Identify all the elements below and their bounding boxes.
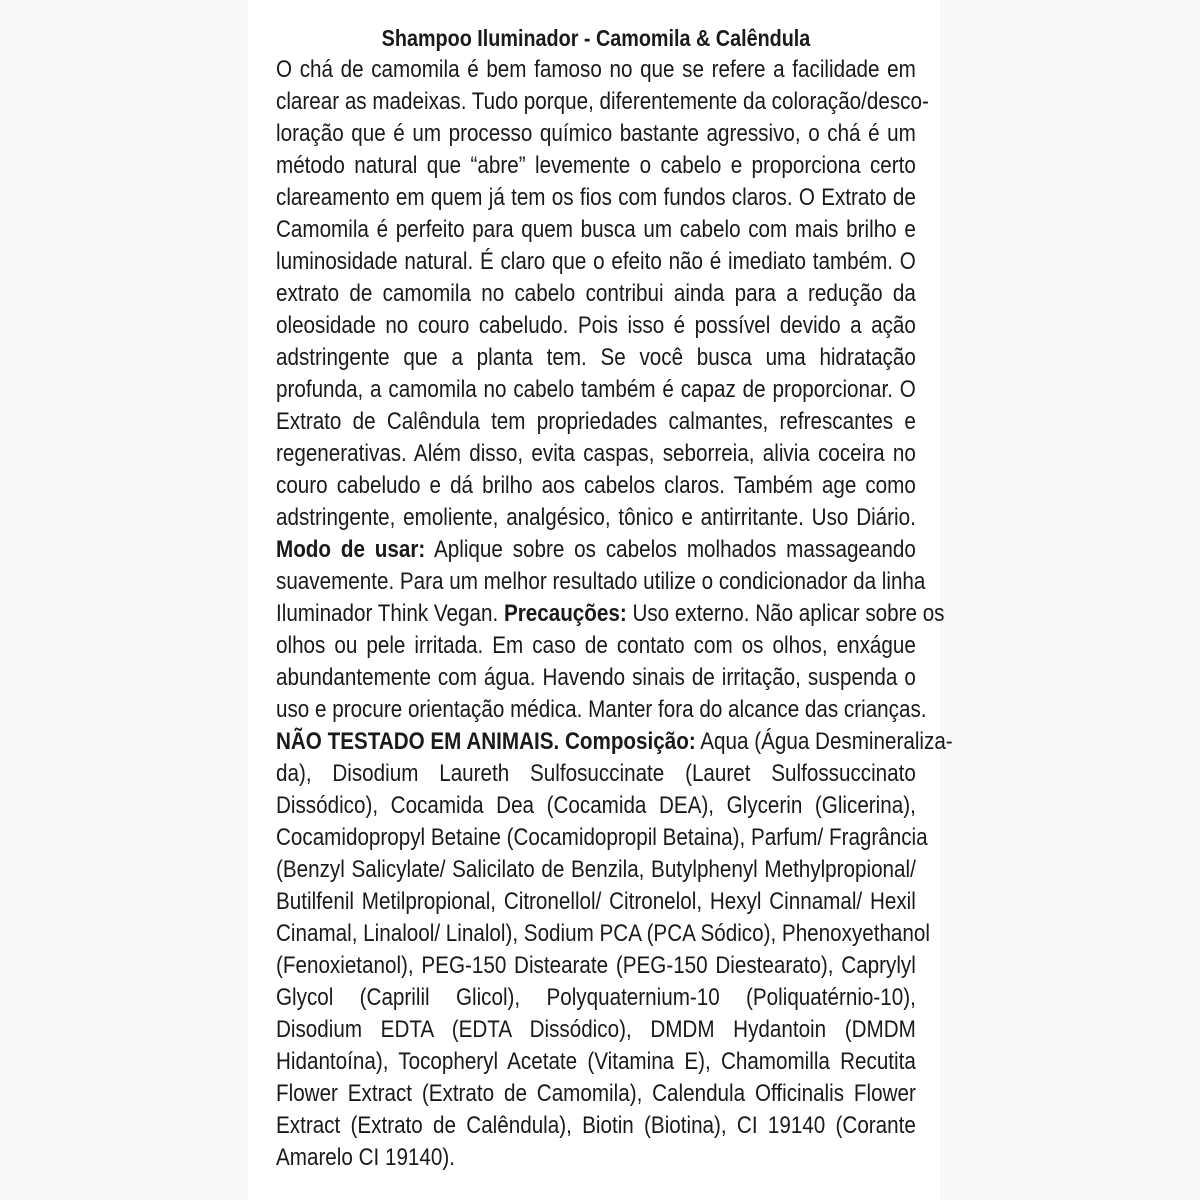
text-line-content: suavemente. Para um melhor resultado utilize o condicionador da linha xyxy=(276,568,926,595)
text-line-content xyxy=(276,598,945,630)
text-line-content: adstringente, emoliente, analgésico, tônico e antirritante. Uso Diário. xyxy=(276,504,916,531)
text-line xyxy=(276,278,916,310)
text-line-content: oleosidade no couro cabeludo. Pois isso é possível devido a ação xyxy=(276,312,916,339)
text-line xyxy=(276,694,927,726)
text-line-content xyxy=(276,726,953,758)
text-line xyxy=(276,470,916,502)
text-line xyxy=(276,1046,916,1078)
text-line xyxy=(276,566,926,598)
text-line xyxy=(276,54,916,86)
product-description xyxy=(276,54,953,1174)
text-line xyxy=(276,854,916,886)
text-line xyxy=(276,822,928,854)
text-line xyxy=(276,150,916,182)
text-line-content xyxy=(276,534,916,566)
text-line xyxy=(276,118,916,150)
text-line-content: da), Disodium Laureth Sulfosuccinate (Lauret Sulfossuccinato xyxy=(276,760,916,787)
text-line-content: (Fenoxietanol), PEG-150 Distearate (PEG-150 Diestearato), Caprylyl xyxy=(276,952,916,979)
text-line xyxy=(276,1110,916,1142)
text-segment: Aplique sobre os cabelos molhados massageando xyxy=(425,536,916,563)
text-line-content: Disodium EDTA (EDTA Dissódico), DMDM Hydantoin (DMDM xyxy=(276,1016,916,1043)
text-line-content: Dissódico), Cocamida Dea (Cocamida DEA), Glycerin (Glicerina), xyxy=(276,792,916,819)
section-heading: NÃO TESTADO EM ANIMAIS. Composição: xyxy=(276,728,696,755)
text-line xyxy=(276,1078,916,1110)
text-line xyxy=(276,374,916,406)
text-line-content: (Benzyl Salicylate/ Salicilato de Benzila, Butylphenyl Methylpropional/ xyxy=(276,856,916,883)
text-line xyxy=(276,86,929,118)
text-line-content: Amarelo CI 19140). xyxy=(276,1144,455,1171)
text-line-content: loração que é um processo químico bastante agressivo, o chá é um xyxy=(276,120,916,147)
text-line xyxy=(276,246,916,278)
text-line-content: Extrato de Calêndula tem propriedades calmantes, refrescantes e xyxy=(276,408,916,435)
text-line-content: abundantemente com água. Havendo sinais de irritação, suspenda o xyxy=(276,664,916,691)
text-line-content: clarear as madeixas. Tudo porque, diferentemente da coloração/desco- xyxy=(276,88,929,115)
text-line xyxy=(276,1142,916,1174)
text-line-content: luminosidade natural. É claro que o efeito não é imediato também. O xyxy=(276,248,916,275)
text-line-content: uso e procure orientação médica. Manter fora do alcance das crianças. xyxy=(276,696,927,723)
text-segment: Iluminador Think Vegan. xyxy=(276,600,504,627)
text-line-content: Flower Extract (Extrato de Camomila), Calendula Officinalis Flower xyxy=(276,1080,916,1107)
text-line-content: Butilfenil Metilpropional, Citronellol/ Citronelol, Hexyl Cinnamal/ Hexil xyxy=(276,888,916,915)
text-line-content: Hidantoína), Tocopheryl Acetate (Vitamina E), Chamomilla Recutita xyxy=(276,1048,916,1075)
text-line-content: Glycol (Caprilil Glicol), Polyquaternium-10 (Poliquatérnio-10), xyxy=(276,984,916,1011)
section-heading: Modo de usar: xyxy=(276,536,426,563)
text-line xyxy=(276,758,916,790)
section-heading: Precauções: xyxy=(503,600,627,627)
text-line-content: Cocamidopropyl Betaine (Cocamidopropil Betaina), Parfum/ Fragrância xyxy=(276,824,928,851)
text-line xyxy=(276,918,930,950)
text-line xyxy=(276,662,916,694)
text-line xyxy=(276,310,916,342)
text-line xyxy=(276,182,916,214)
text-line xyxy=(276,598,945,630)
text-line-content: adstringente que a planta tem. Se você busca uma hidratação xyxy=(276,344,916,371)
text-line xyxy=(276,982,916,1014)
text-line-content: profunda, a camomila no cabelo também é capaz de proporcionar. O xyxy=(276,376,916,403)
text-line-content: O chá de camomila é bem famoso no que se refere a facilidade em xyxy=(276,56,916,83)
text-line-content: regenerativas. Além disso, evita caspas, seborreia, alivia coceira no xyxy=(276,440,916,467)
text-line xyxy=(276,1014,916,1046)
text-line xyxy=(276,790,916,822)
text-line xyxy=(276,726,953,758)
text-line xyxy=(276,630,916,662)
text-line-content: Extract (Extrato de Calêndula), Biotin (Biotina), CI 19140 (Corante xyxy=(276,1112,916,1139)
text-line xyxy=(276,534,916,566)
text-line xyxy=(276,406,916,438)
text-line-content: clareamento em quem já tem os fios com fundos claros. O Extrato de xyxy=(276,184,916,211)
text-line-content: couro cabeludo e dá brilho aos cabelos claros. Também age como xyxy=(276,472,916,499)
text-line xyxy=(276,886,916,918)
text-line xyxy=(276,214,916,246)
text-line-content: extrato de camomila no cabelo contribui ainda para a redução da xyxy=(276,280,916,307)
text-segment: Aqua (Água Desmineraliza- xyxy=(695,728,953,755)
text-line xyxy=(276,502,916,534)
text-line-content: método natural que “abre” levemente o cabelo e proporciona certo xyxy=(276,152,916,179)
text-line xyxy=(276,342,916,374)
text-line xyxy=(276,950,916,982)
text-line xyxy=(276,438,916,470)
product-title: Shampoo Iluminador - Camomila & Calêndula xyxy=(381,25,811,51)
text-line-content: Camomila é perfeito para quem busca um cabelo com mais brilho e xyxy=(276,216,916,243)
text-line-content: Cinamal, Linalool/ Linalol), Sodium PCA (PCA Sódico), Phenoxyethanol xyxy=(276,920,930,947)
text-segment: Uso externo. Não aplicar sobre os xyxy=(626,600,945,627)
text-line-content: olhos ou pele irritada. Em caso de contato com os olhos, enxágue xyxy=(276,632,916,659)
